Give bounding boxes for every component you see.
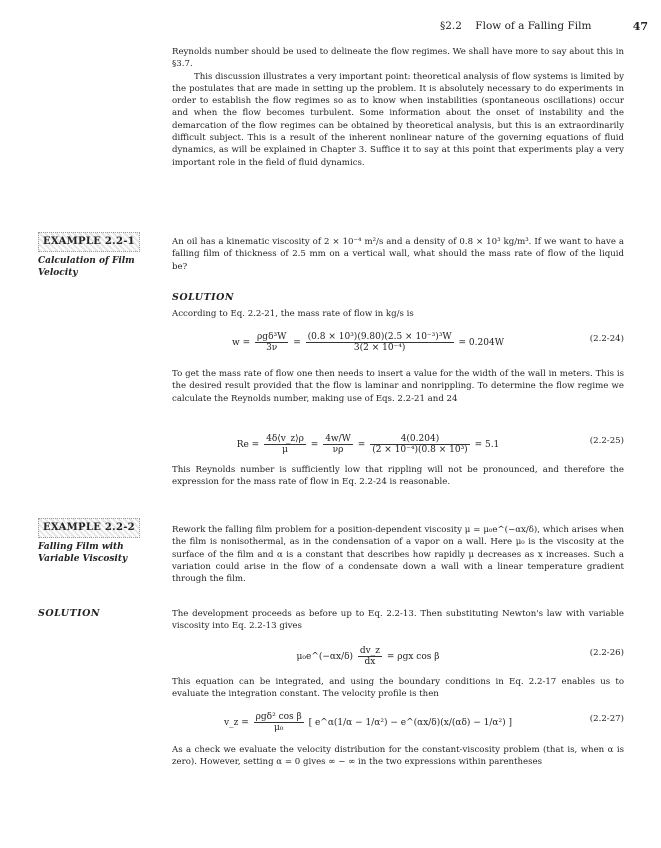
eq25-rhs: = 5.1 — [474, 440, 500, 450]
equation-2-2-24 — [172, 326, 624, 354]
eq25-lhs: Re = — [236, 440, 260, 450]
eq25-equals-2: = — [357, 440, 366, 450]
eq26-left: μ₀e^(−αx/δ) — [296, 652, 354, 662]
eq25-frac3-num: 4(0.204) — [370, 434, 469, 445]
example-1-conclusion: This Reynolds number is sufficiently low that rippling will not be pronounced, and therefore the expression for the mass rate of flow in Eq. 2.2-24 is reasonable. — [172, 465, 624, 488]
page-number: 47 — [632, 20, 648, 33]
example-2-label — [38, 518, 150, 565]
example-2-badge: EXAMPLE 2.2-2 — [38, 518, 140, 538]
eq26-frac-num: dv_z — [359, 646, 381, 656]
example-2-solution-heading: SOLUTION — [38, 608, 101, 619]
eq25-number: (2.2-25) — [589, 436, 624, 446]
eq27-number: (2.2-27) — [589, 714, 624, 724]
eq25-fraction-1 — [264, 434, 306, 455]
example-2-solution-text-3: As a check we evaluate the velocity distribution for the constant-viscosity problem (that is, when α is zero). However, setting α = 0 gives ∞ − ∞ in the two expressions within parentheses — [172, 745, 624, 768]
example-2-problem-text: Rework the falling film problem for a position-dependent viscosity μ = μ₀e^(−αx/δ), which arises when the film is nonisothermal, as in the condensation of a vapor on a wall. Here μ₀ is the viscosity at the surface of the film and α is a constant that describes how rapidly μ decreases as x increases. Such a variation could arise in the flow of a condensate down a wall with a linear temperature gradient through the film. — [172, 525, 624, 585]
example-1-solution-heading-block — [172, 292, 624, 321]
example-1-label — [38, 232, 150, 279]
eq25-frac2-num: 4w/W — [325, 434, 351, 444]
eq25-frac1-den: μ — [282, 445, 288, 455]
example-1-title: Calculation of Film Velocity — [38, 256, 135, 278]
eq24-frac1-num: ρgδ³W — [257, 332, 287, 342]
example-2-solution-text-2-block — [172, 676, 624, 701]
eq25-fraction-3 — [370, 434, 469, 455]
example-1-problem-text: An oil has a kinematic viscosity of 2 × 10⁻⁴ m²/s and a density of 0.8 × 10³ kg/m³. If we want to have a falling film of thickness of 2.5 mm on a vertical wall, what should the mass rate of flow of the liquid be? — [172, 237, 624, 272]
equation-2-2-26 — [172, 640, 624, 668]
example-2-solution-text-1: The development proceeds as before up to Eq. 2.2-13. Then substituting Newton's law with variable viscosity into Eq. 2.2-13 gives — [172, 609, 624, 632]
eq25-frac3-den: (2 × 10⁻⁴)(0.8 × 10³) — [372, 445, 468, 455]
eq24-lhs: w = — [232, 338, 251, 348]
intro-text — [172, 46, 624, 169]
example-2-solution-text-1-block — [172, 608, 624, 633]
example-2-solution-text-3-block — [172, 744, 624, 769]
eq24-number: (2.2-24) — [589, 334, 624, 344]
eq24-frac2-num: (0.8 × 10³)(9.80)(2.5 × 10⁻³)³W — [307, 332, 452, 342]
example-2-problem — [172, 524, 624, 585]
eq24-equals: = — [293, 338, 301, 348]
section-title: Flow of a Falling Film — [475, 20, 592, 32]
equation-2-2-27 — [172, 706, 624, 734]
eq25-frac1-num: 4δ⟨v_z⟩ρ — [266, 434, 304, 444]
example-2-solution-label — [38, 608, 150, 620]
eq26-right: = ρgx cos β — [386, 652, 440, 662]
example-1-problem — [172, 236, 624, 273]
eq24-frac2-den: 3(2 × 10⁻⁴) — [353, 343, 406, 353]
eq24-rhs: = 0.204W — [458, 338, 504, 348]
eq26-frac-den: dx — [364, 657, 376, 667]
section-number: §2.2 — [440, 20, 462, 32]
eq27-frac-den: μ₀ — [273, 723, 284, 733]
example-1-badge: EXAMPLE 2.2-1 — [38, 232, 140, 252]
eq25-fraction-2 — [323, 434, 353, 455]
eq26-number: (2.2-26) — [589, 648, 624, 658]
example-1-conclusion-block — [172, 464, 624, 489]
example-1-solution-heading: SOLUTION — [172, 292, 235, 303]
example-1-solution-text-2: To get the mass rate of flow one then needs to insert a value for the width of the wall in meters. This is the desired result provided that the flow is laminar and nonrippling. To determine the flow regime we calculate the Reynolds number, making use of Eqs. 2.2-21 and 24 — [172, 369, 624, 404]
eq24-fraction-2 — [306, 332, 454, 353]
eq25-equals-1: = — [310, 440, 319, 450]
eq27-frac-num: ρgδ² cos β — [255, 712, 302, 722]
eq26-fraction — [358, 646, 382, 667]
example-2-solution-text-2: This equation can be integrated, and using the boundary conditions in Eq. 2.2-17 enables us to evaluate the integration constant. The velocity profile is then — [172, 677, 624, 700]
eq27-fraction — [254, 712, 304, 733]
example-2-title: Falling Film with Variable Viscosity — [38, 542, 128, 564]
eq27-bracket: [ e^α(1/α − 1/α²) − e^(αx/δ)(x/(αδ) − 1/α²) ] — [308, 718, 512, 728]
intro-paragraph-2: This discussion illustrates a very important point: theoretical analysis of flow systems is limited by the postulates that are made in setting up the problem. It is absolutely necessary to do experiments in order to establish the flow regimes so as to know when instabilities (spontaneous oscillations) occur and when the flow becomes turbulent. Some information about the onset of instability and the demarcation of the flow regimes can be obtained by theoretical analysis, but this is an extraordinarily difficult subject. This is a result of the inherent nonlinear nature of the governing equations of fluid dynamics, as will be explained in Chapter 3. Suffice it to say at this point that experiments play a very important role in the field of fluid dynamics. — [172, 71, 624, 168]
eq25-frac2-den: νρ — [332, 445, 344, 455]
example-1-solution-text-2-block — [172, 368, 624, 405]
eq27-lhs: v_z = — [224, 718, 249, 728]
intro-paragraph-1: Reynolds number should be used to delineate the flow regimes. We shall have more to say about this in §3.7. — [172, 47, 624, 70]
equation-2-2-25 — [172, 428, 624, 456]
eq24-fraction-1 — [255, 332, 288, 353]
running-header — [440, 20, 650, 32]
example-1-solution-text-1: According to Eq. 2.2-21, the mass rate of flow in kg/s is — [172, 309, 414, 320]
eq24-frac1-den: 3ν — [266, 343, 278, 353]
